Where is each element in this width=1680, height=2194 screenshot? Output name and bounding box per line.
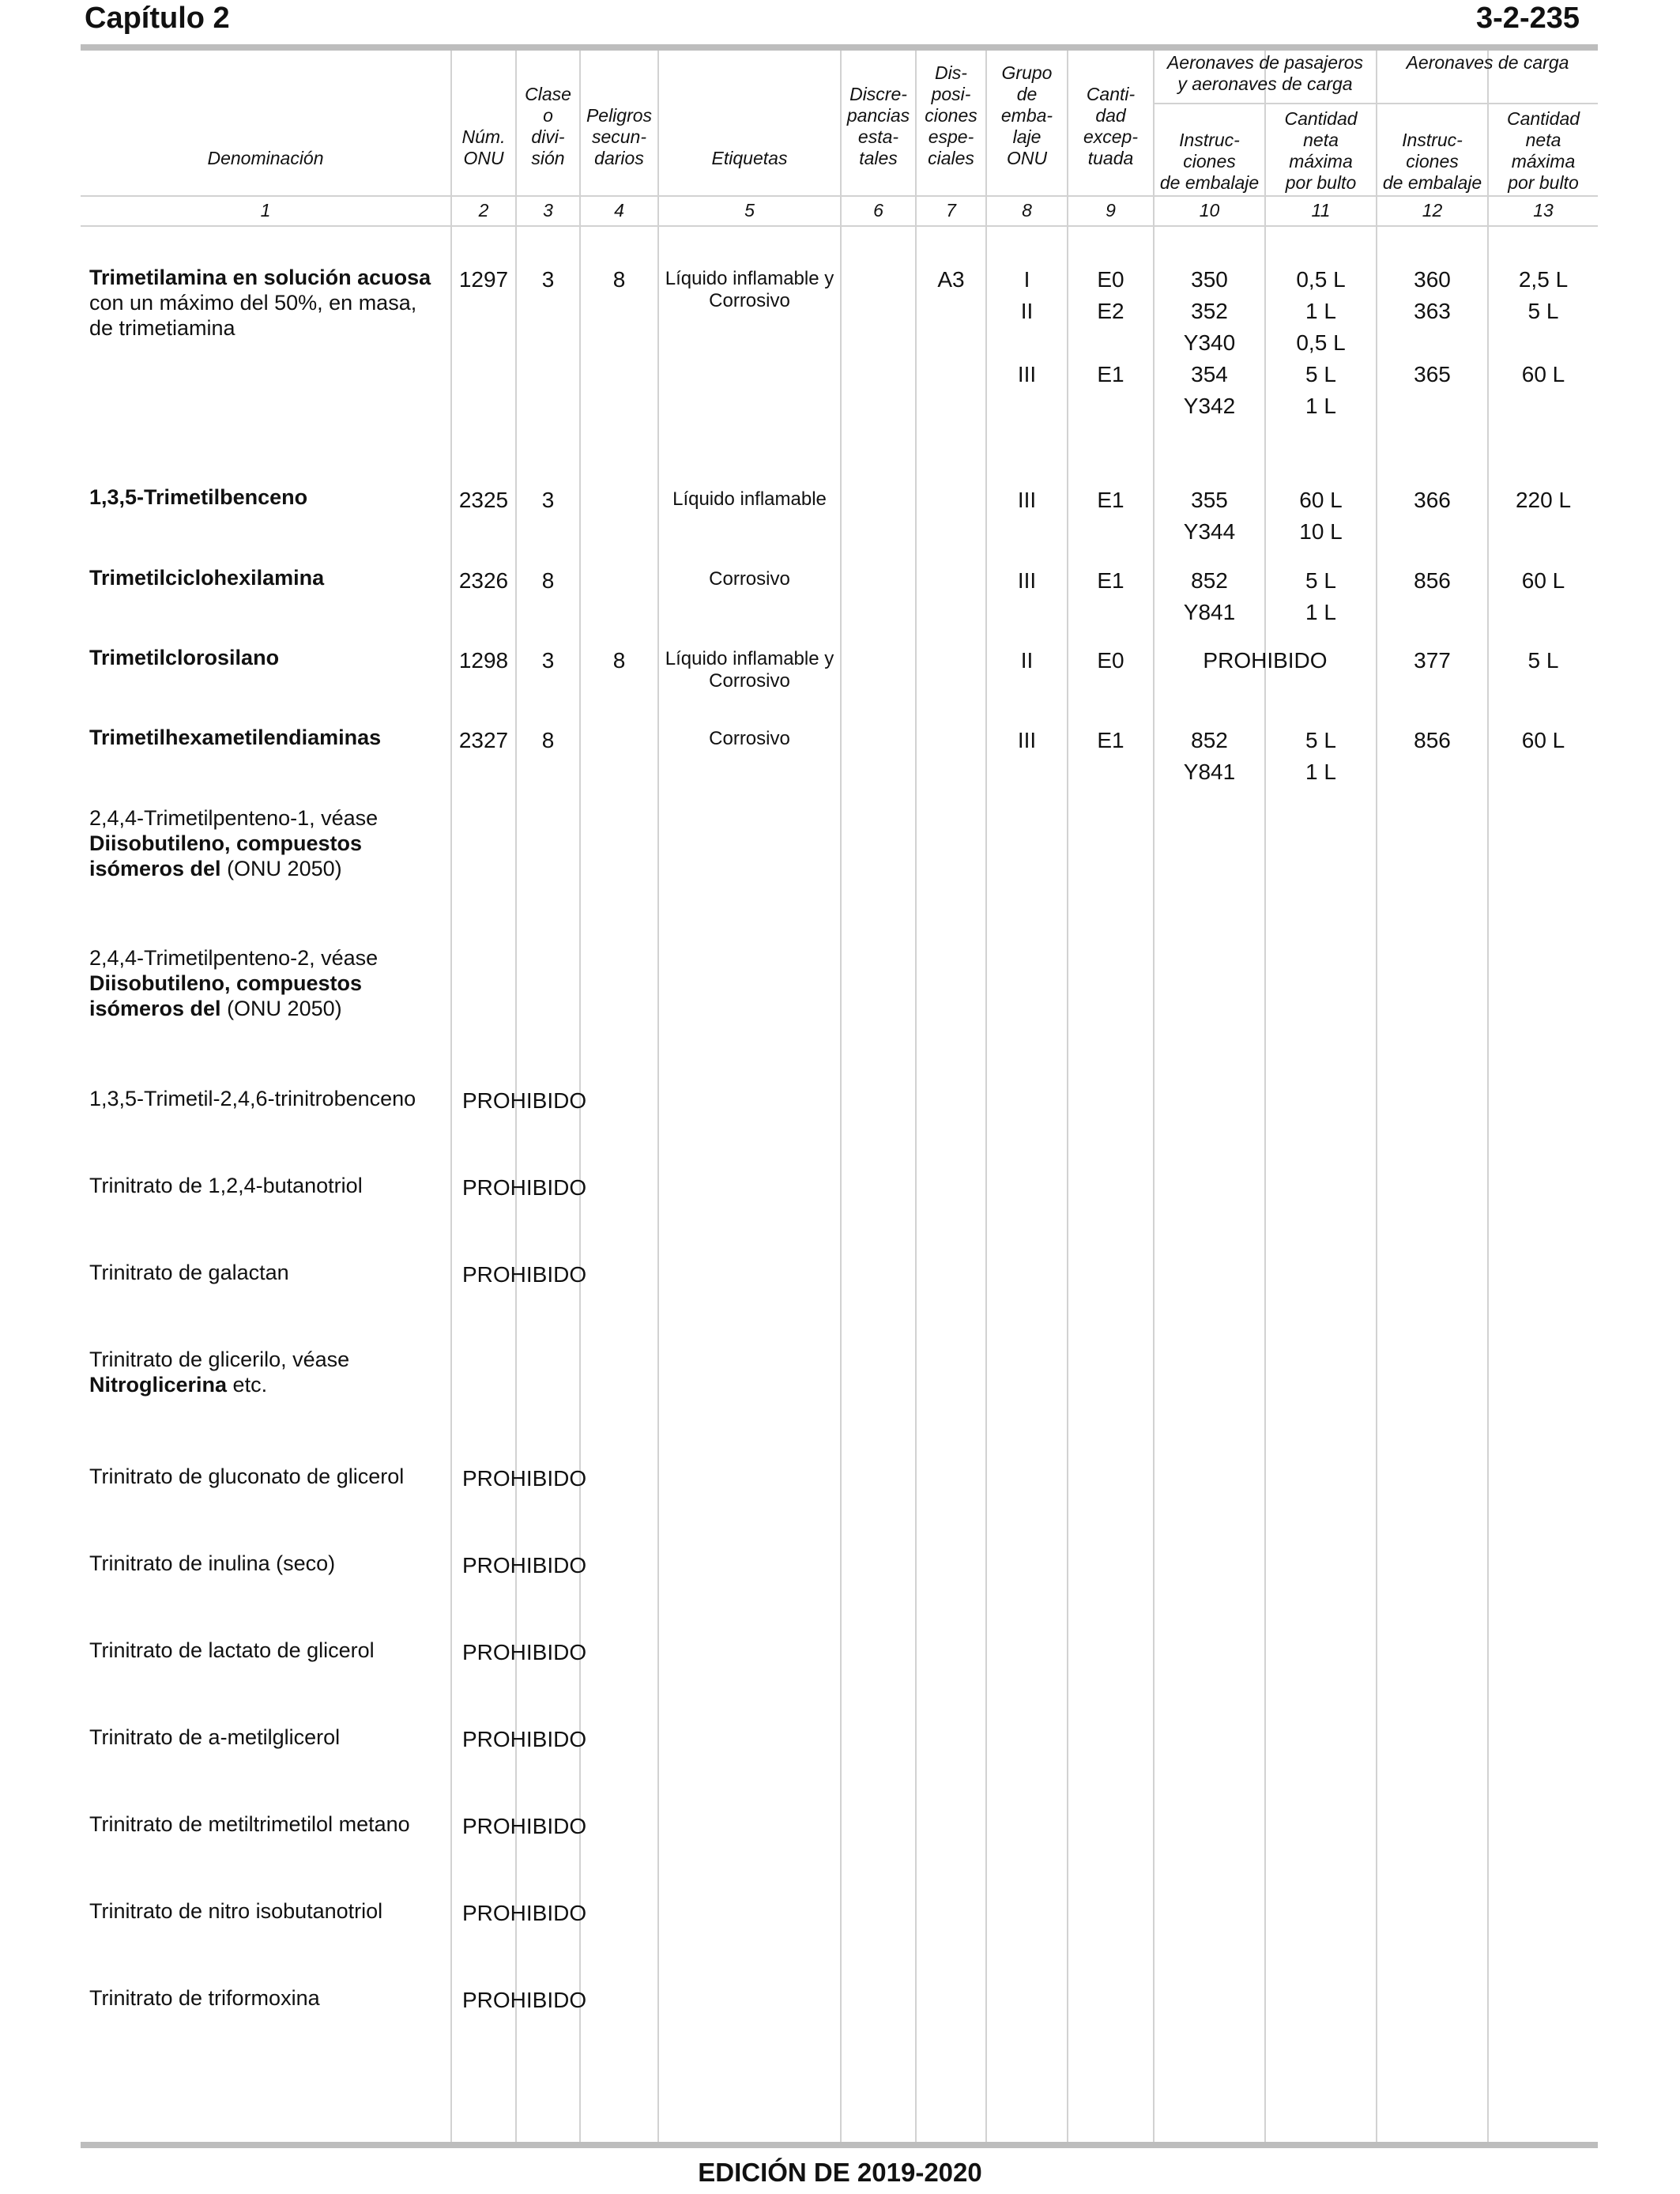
excepted-quantity: E1 [1097, 728, 1124, 752]
table-row-name: 1,3,5-Trimetilbenceno [89, 485, 308, 509]
packing-group: II [1020, 648, 1034, 673]
column-number: 8 [1022, 200, 1032, 221]
prohibited-status: PROHIBIDO [462, 1088, 587, 1113]
table-row-name: Trimetilciclohexilamina [89, 566, 325, 590]
column-number: 6 [873, 200, 883, 221]
packing-instruction-pax: 352 [1191, 299, 1228, 323]
table-row-name: Trinitrato de 1,2,4-butanotriol [89, 1174, 363, 1197]
header-cantidad-pax: Cantidad neta máxima por bulto [1284, 108, 1358, 193]
max-quantity-cargo: 220 L [1515, 488, 1572, 512]
packing-group: II [1020, 299, 1034, 323]
max-quantity-pax: 60 L [1299, 488, 1343, 512]
column-divider [450, 51, 452, 2142]
hazard-labels: Líquido inflamable [672, 488, 827, 510]
column-number: 10 [1199, 200, 1220, 221]
column-number: 2 [478, 200, 489, 221]
max-quantity-cargo: 5 L [1527, 299, 1559, 323]
column-number: 11 [1311, 200, 1331, 221]
header-disposiciones: Dis- posi- ciones espe- ciales [925, 62, 977, 168]
packing-group: III [1017, 362, 1037, 386]
header-divider [81, 195, 1598, 197]
header-instrucciones-cargo: Instruc- ciones de embalaje [1382, 130, 1482, 193]
column-number: 7 [946, 200, 956, 221]
table-row-name: Trinitrato de metiltrimetilol metano [89, 1812, 410, 1836]
column-number: 4 [614, 200, 624, 221]
table-row-name: Trimetilhexametilendiaminas [89, 726, 382, 749]
max-quantity-cargo: 5 L [1527, 648, 1559, 673]
table-row-name: Trinitrato de gluconato de glicerol [89, 1465, 405, 1488]
class-division: 8 [541, 568, 555, 593]
hazard-labels: Líquido inflamable y Corrosivo [665, 268, 834, 311]
packing-instruction-cargo: 360 [1414, 267, 1451, 292]
class-division: 3 [541, 267, 555, 292]
header-peligros: Peligros secun- darios [586, 105, 653, 168]
max-quantity-cargo: 60 L [1521, 568, 1565, 593]
bottom-rule [81, 2142, 1598, 2148]
packing-instruction-pax: Y841 [1183, 760, 1236, 784]
special-provisions: A3 [937, 267, 965, 292]
un-number: 1297 [458, 267, 509, 292]
hazard-labels: Líquido inflamable y Corrosivo [665, 648, 834, 692]
packing-instruction-cargo: 856 [1414, 728, 1451, 752]
max-quantity-cargo: 60 L [1521, 362, 1565, 386]
max-quantity-pax: 0,5 L [1296, 267, 1346, 292]
header-grupo-embalaje: Grupo de emba- laje ONU [1000, 62, 1053, 168]
packing-instruction-pax: Y340 [1183, 330, 1236, 355]
excepted-quantity: E2 [1097, 299, 1124, 323]
table-row-name: Trinitrato de inulina (seco) [89, 1551, 336, 1575]
class-division: 3 [541, 648, 555, 673]
table-row-name: Trinitrato de lactato de glicerol [89, 1638, 375, 1662]
un-number: 2325 [458, 488, 509, 512]
see-reference: 2,4,4-Trimetilpenteno-2, véase Diisobutileno, compuestos isómeros del (ONU 2050) [89, 946, 379, 1020]
max-quantity-pax: 1 L [1305, 299, 1336, 323]
max-quantity-pax: 5 L [1305, 568, 1336, 593]
table-row-name: Trinitrato de a-metilglicerol [89, 1725, 341, 1749]
packing-instruction-cargo: 377 [1414, 648, 1451, 673]
un-number: 2326 [458, 568, 509, 593]
max-quantity-pax: 1 L [1305, 394, 1336, 418]
packing-instruction-pax: Y344 [1183, 519, 1236, 544]
excepted-quantity: E1 [1097, 362, 1124, 386]
header-denominacion: Denominación [207, 148, 324, 168]
class-division: 8 [541, 728, 555, 752]
packing-instruction-pax: Y342 [1183, 394, 1236, 418]
column-number: 13 [1533, 200, 1554, 221]
packing-instruction-pax: 354 [1191, 362, 1228, 386]
prohibited-status: PROHIBIDO [462, 1553, 587, 1578]
packing-instruction-cargo: 856 [1414, 568, 1451, 593]
excepted-quantity: E1 [1097, 488, 1124, 512]
prohibited-status: PROHIBIDO [462, 1814, 587, 1838]
prohibited-status: PROHIBIDO [462, 1988, 587, 2012]
packing-group: III [1017, 488, 1037, 512]
header-aeronaves-pasajeros: Aeronaves de pasajeros y aeronaves de carga [1166, 52, 1364, 94]
un-number: 2327 [458, 728, 509, 752]
max-quantity-pax: 1 L [1305, 760, 1336, 784]
prohibited-status: PROHIBIDO [462, 1466, 587, 1491]
max-quantity-pax: 10 L [1299, 519, 1343, 544]
packing-instruction-cargo: 363 [1414, 299, 1451, 323]
column-number: 3 [543, 200, 553, 221]
column-divider [915, 51, 917, 2142]
header-cantidad-cargo: Cantidad neta máxima por bulto [1506, 108, 1580, 193]
packing-instruction-pax: 355 [1191, 488, 1228, 512]
hazard-labels: Corrosivo [709, 728, 790, 749]
max-quantity-pax: 5 L [1305, 728, 1336, 752]
column-divider [657, 51, 659, 2142]
excepted-quantity: E0 [1097, 267, 1124, 292]
see-reference: 2,4,4-Trimetilpenteno-1, véase Diisobutileno, compuestos isómeros del (ONU 2050) [89, 806, 379, 880]
subsidiary-hazard: 8 [612, 267, 626, 292]
header-discrepancias: Discre- pancias esta- tales [846, 84, 910, 168]
top-rule [81, 44, 1598, 51]
table-row-name: Trinitrato de galactan [89, 1261, 289, 1284]
see-reference: Trinitrato de glicerilo, véase Nitroglicerina etc. [89, 1348, 350, 1397]
packing-group: III [1017, 728, 1037, 752]
column-number: 1 [260, 200, 271, 221]
table-row-name: Trimetilclorosilano [89, 646, 280, 669]
packing-group: III [1017, 568, 1037, 593]
subsidiary-hazard: 8 [612, 648, 626, 673]
packing-instruction-pax: Y841 [1183, 600, 1236, 624]
column-number: 5 [744, 200, 755, 221]
header-aeronaves-carga: Aeronaves de carga [1406, 52, 1569, 73]
prohibited-pax: PROHIBIDO [1203, 648, 1328, 673]
table-row-name: Trinitrato de nitro isobutanotriol [89, 1899, 383, 1923]
max-quantity-cargo: 2,5 L [1518, 267, 1569, 292]
hazard-labels: Corrosivo [709, 568, 790, 590]
header-cantidad-exceptuada: Canti- dad excep- tuada [1083, 84, 1139, 168]
excepted-quantity: E0 [1097, 648, 1124, 673]
header-num-onu: Núm. ONU [461, 126, 506, 168]
header-clase: Clase o divi- sión [525, 84, 571, 168]
max-quantity-pax: 0,5 L [1296, 330, 1346, 355]
prohibited-status: PROHIBIDO [462, 1640, 587, 1664]
prohibited-status: PROHIBIDO [462, 1901, 587, 1925]
packing-group: I [1023, 267, 1030, 292]
table-row-name: 1,3,5-Trimetil-2,4,6-trinitrobenceno [89, 1087, 416, 1110]
column-number: 9 [1106, 200, 1116, 221]
table-row-name: Trimetilamina en solución acuosa con un máximo del 50%, en masa, de trimetiamina [89, 266, 431, 340]
excepted-quantity: E1 [1097, 568, 1124, 593]
un-number: 1298 [458, 648, 509, 673]
packing-instruction-cargo: 366 [1414, 488, 1451, 512]
header-instrucciones-pax: Instruc- ciones de embalaje [1159, 130, 1260, 193]
column-divider [840, 51, 842, 2142]
class-division: 3 [541, 488, 555, 512]
packing-instruction-pax: 852 [1191, 568, 1228, 593]
group-divider [1153, 103, 1598, 104]
prohibited-status: PROHIBIDO [462, 1175, 587, 1200]
page-number: 3-2-235 [1476, 2, 1580, 35]
prohibited-status: PROHIBIDO [462, 1262, 587, 1287]
chapter-title: Capítulo 2 [85, 2, 230, 35]
packing-instruction-pax: 350 [1191, 267, 1228, 292]
max-quantity-cargo: 60 L [1521, 728, 1565, 752]
number-divider [81, 225, 1598, 227]
max-quantity-pax: 5 L [1305, 362, 1336, 386]
header-etiquetas: Etiquetas [711, 148, 788, 168]
max-quantity-pax: 1 L [1305, 600, 1336, 624]
column-number: 12 [1422, 200, 1443, 221]
packing-instruction-pax: 852 [1191, 728, 1228, 752]
edition-footer: EDICIÓN DE 2019-2020 [698, 2158, 982, 2187]
packing-instruction-cargo: 365 [1414, 362, 1451, 386]
table-row-name: Trinitrato de triformoxina [89, 1986, 320, 2010]
prohibited-status: PROHIBIDO [462, 1727, 587, 1751]
